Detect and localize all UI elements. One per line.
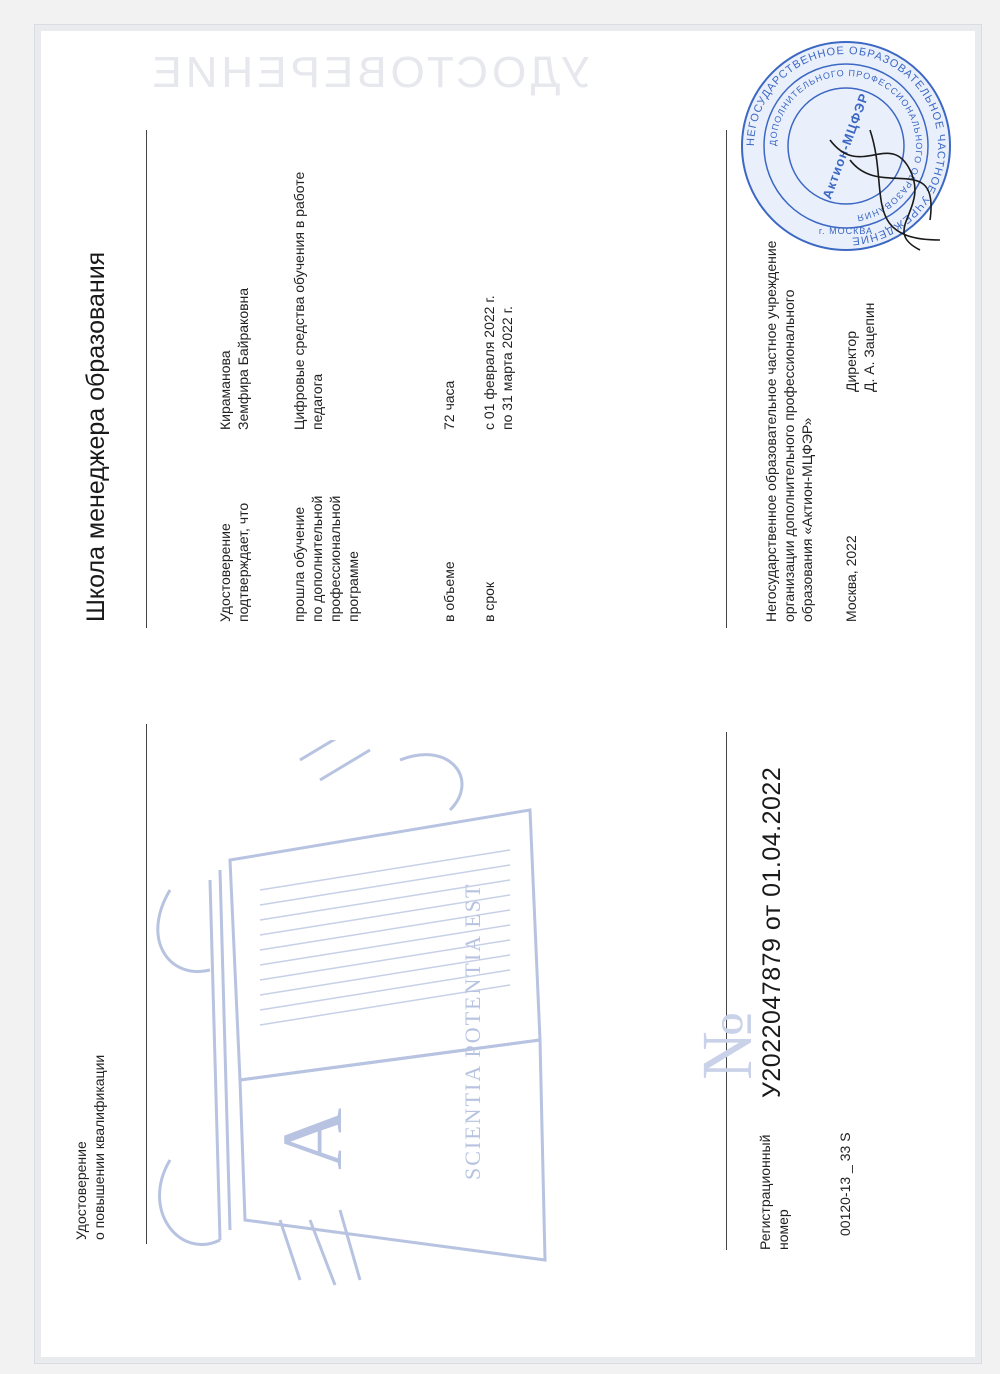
program-name: Цифровые средства обучения в работе педагога [291,171,325,430]
person-name: Кирамaнова Земфира Байраковна [217,287,251,430]
period-value: с 01 февраля 2022 г. по 31 марта 2022 г. [481,295,515,430]
form-code: 00120-13 _ 33 S [837,1132,853,1236]
director-signature [820,120,950,260]
period-label: в срок [481,581,497,622]
separator-line [146,724,147,1244]
certify-label: Удостоверение подтверждает, что [217,502,251,622]
separator-line [726,732,727,1250]
document-type: Удостоверение о повышении квалификации [73,1054,107,1240]
svg-text:НЕГОСУДАРСТВЕННОЕ ОБРАЗОВАТЕЛЬ: НЕГОСУДАРСТВЕННОЕ ОБРАЗОВАТЕЛЬНОЕ ЧАСТНОЕ УЧРЕЖДЕНИЕ [744,44,948,247]
number-sign: № [687,1011,767,1080]
separator-line [146,130,147,628]
program-label: прошла обучение по дополнительной профессиональной программе [291,495,361,622]
separator-line [726,130,727,628]
svg-text:г. МОСКВА: г. МОСКВА [818,226,874,236]
school-title: Школа менеджера образования [82,251,110,622]
organization-name: Негосударственное образовательное частное учреждение организации дополнительного профессионального образования «Актион-МЦФЭР» [763,240,815,622]
signer: Директор Д. А. Зацепин [843,302,877,392]
registration-number: У2022047879 от 01.04.2022 [758,766,786,1098]
book-emblem [150,740,600,1300]
emblem-motto: SCIENTIA POTENTIA EST [460,882,485,1180]
svg-text:ДОПОЛНИТЕЛЬНОГО ПРОФЕССИОНАЛЬН: ДОПОЛНИТЕЛЬНОГО ПРОФЕССИОНАЛЬНОГО ОБРАЗОВАНИЯ [767,67,925,224]
registration-label: Регистрационный номер [757,1134,791,1250]
ghost-heading: УДОСТОВЕРЕНИЕ [148,48,590,97]
volume-value: 72 часа [441,380,457,430]
emblem-letter: A [264,1107,360,1170]
place-year: Москва, 2022 [843,535,859,622]
svg-text:Актион-МЦФЭР: Актион-МЦФЭР [819,90,872,201]
volume-label: в объеме [441,561,457,622]
